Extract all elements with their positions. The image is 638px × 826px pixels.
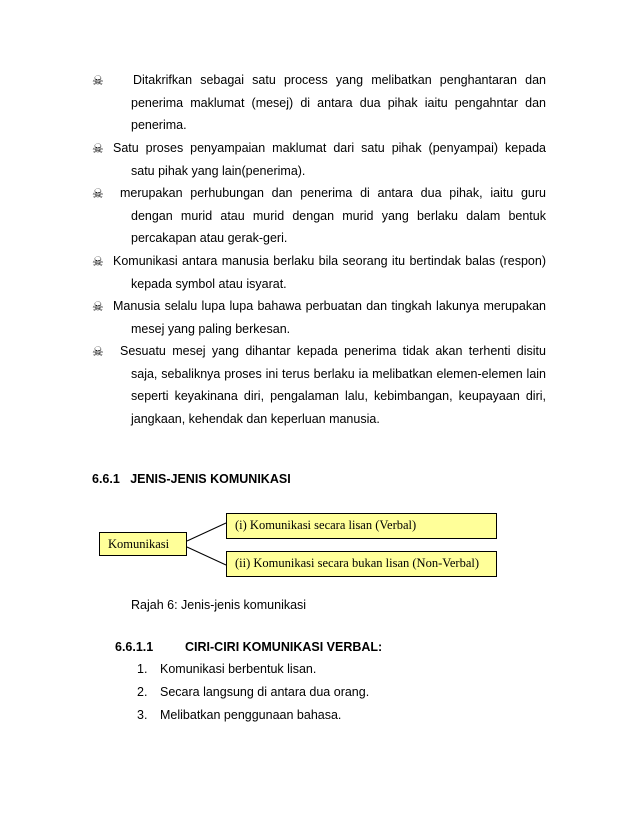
- list-item-number: 2.: [137, 685, 148, 699]
- bullet-line: Komunikasi antara manusia berlaku bila seorang itu bertindak balas (respon): [113, 254, 546, 268]
- bullet-line: Manusia selalu lupa lupa bahawa perbuatan dan tingkah lakunya merupakan: [113, 299, 546, 313]
- bullet-line: jangkaan, kehendak dan keperluan manusia.: [131, 411, 380, 426]
- diagram-branch-verbal-label: (i) Komunikasi secara lisan (Verbal): [235, 518, 417, 532]
- bullet-line: mesej yang paling berkesan.: [131, 321, 291, 336]
- skull-crossbones-icon: ☠: [92, 299, 104, 314]
- bullet-line: merupakan perhubungan dan penerima di antara dua pihak, iaitu guru: [120, 186, 546, 200]
- list-item-number: 3.: [137, 708, 148, 722]
- bullet-line: saja, sebaliknya proses ini terus berlaku ia melibatkan elemen-elemen lain: [131, 366, 546, 381]
- skull-crossbones-icon: ☠: [92, 141, 104, 156]
- bullet-line: kepada symbol atau isyarat.: [131, 276, 287, 291]
- section-heading: 6.6.1 JENIS-JENIS KOMUNIKASI: [92, 472, 291, 486]
- bullet-line: percakapan atau gerak-geri.: [131, 231, 288, 245]
- list-item-number: 1.: [137, 662, 148, 676]
- bullet-line: dengan murid atau murid dengan murid yang berlaku dalam bentuk: [131, 208, 546, 223]
- diagram-root-label: Komunikasi: [108, 537, 170, 551]
- skull-crossbones-icon: ☠: [92, 186, 104, 201]
- skull-crossbones-icon: ☠: [92, 73, 104, 88]
- bullet-line: Satu proses penyampaian maklumat dari satu pihak (penyampai) kepada: [113, 141, 546, 155]
- skull-crossbones-icon: ☠: [92, 344, 104, 359]
- bullet-line: seperti keyakinana diri, pengalaman lalu, kebimbangan, keupayaan diri,: [131, 389, 546, 403]
- bullet-line: penerima maklumat (mesej) di antara dua pihak iaitu pengahntar dan: [131, 95, 546, 110]
- bullet-line: Sesuatu mesej yang dihantar kepada penerima tidak akan terhenti disitu: [120, 344, 546, 358]
- subsection-number: 6.6.1.1: [115, 640, 154, 654]
- diagram-root-box: [99, 532, 187, 556]
- diagram-branch-verbal-box: [226, 513, 497, 539]
- bullet-line: satu pihak yang lain(penerima).: [131, 163, 306, 178]
- skull-crossbones-icon: ☠: [92, 254, 104, 269]
- list-item: Melibatkan penggunaan bahasa.: [160, 708, 342, 722]
- figure-caption: Rajah 6: Jenis-jenis komunikasi: [131, 598, 307, 612]
- list-item: Secara langsung di antara dua orang.: [160, 685, 370, 699]
- bullet-line: Ditakrifkan sebagai satu process yang melibatkan penghantaran dan: [133, 73, 546, 87]
- bullet-line: penerima.: [131, 118, 187, 132]
- diagram-branch-nonverbal-label: (ii) Komunikasi secara bukan lisan (Non-Verbal): [235, 556, 480, 570]
- subsection-title: CIRI-CIRI KOMUNIKASI VERBAL:: [185, 640, 383, 654]
- diagram-branch-nonverbal-box: [226, 551, 497, 577]
- list-item: Komunikasi berbentuk lisan.: [160, 662, 317, 676]
